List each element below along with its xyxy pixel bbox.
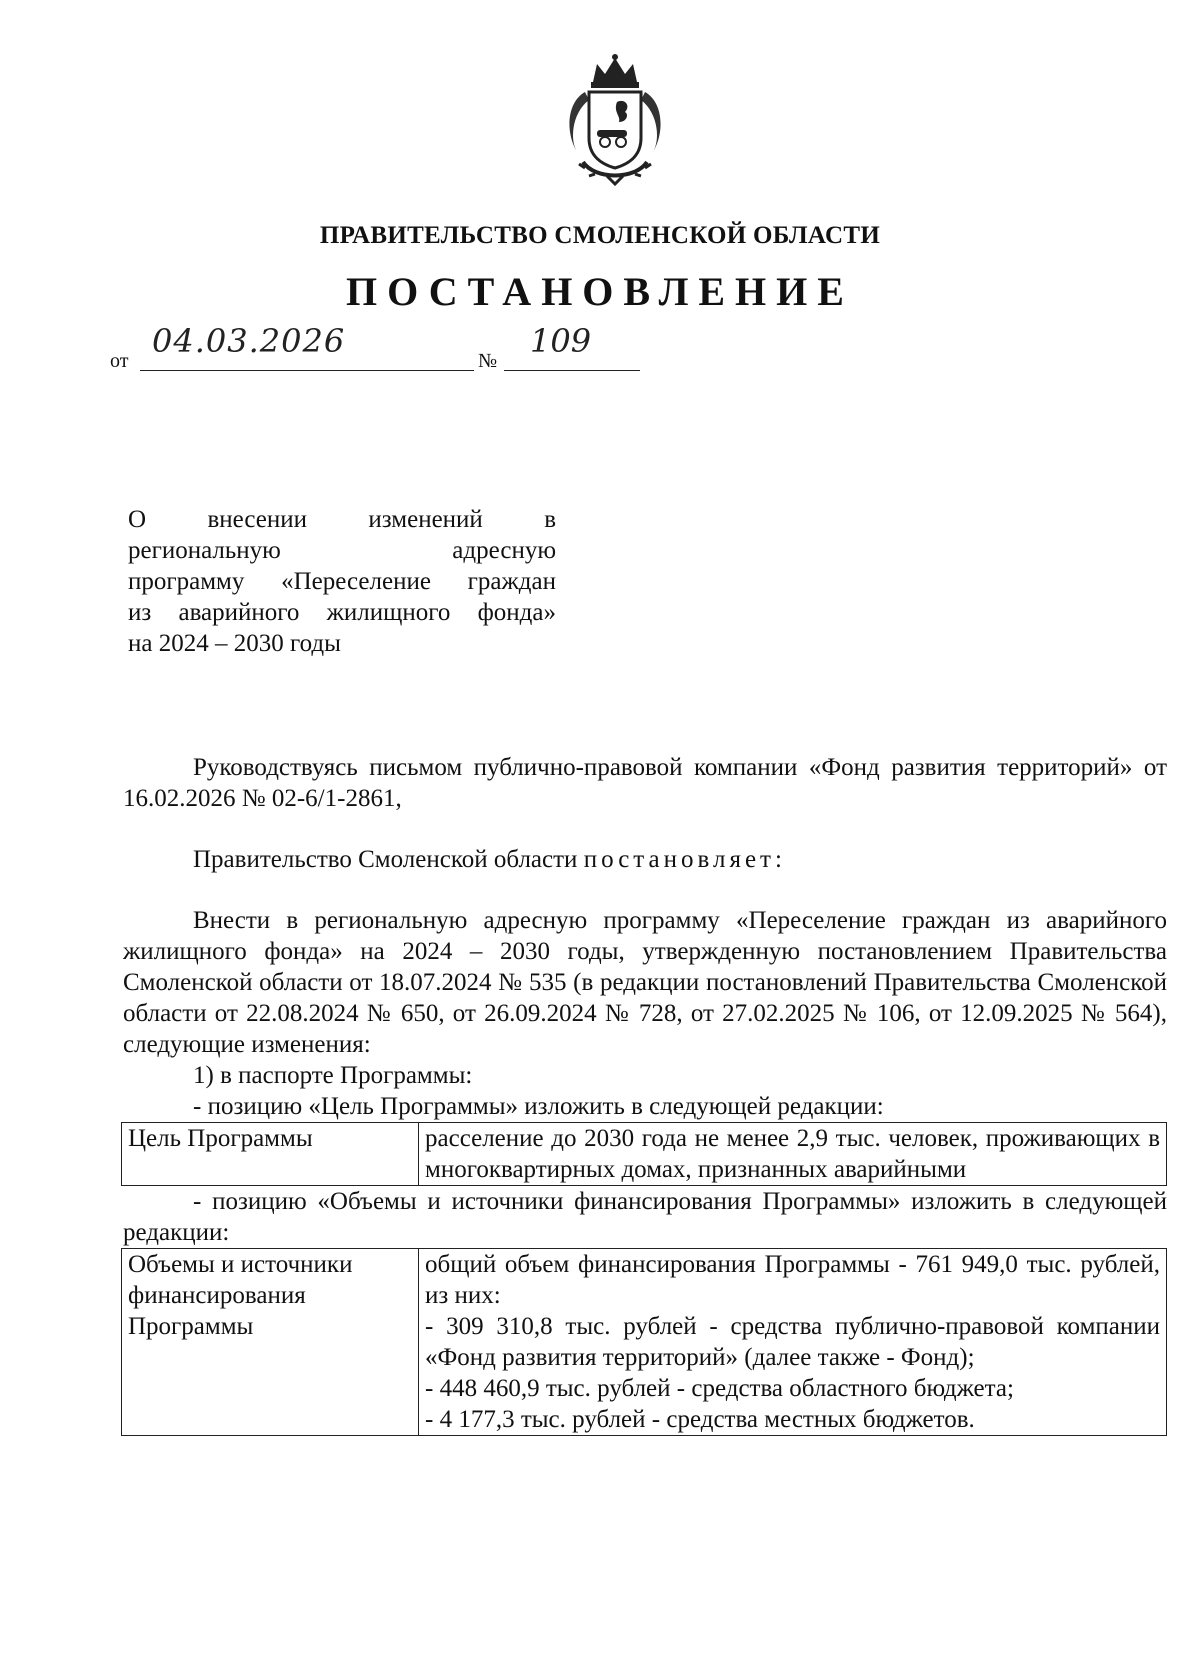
item-funding-intro: - позицию «Объемы и источники финансирования Программы» изложить в следующей редакции: — [123, 1188, 1167, 1246]
subject-line: О внесении изменений в — [128, 506, 556, 533]
resolution-paragraph — [123, 844, 1167, 875]
funding-line: общий объем финансирования Программы - 761 949,0 тыс. рублей, из них: — [425, 1251, 1160, 1309]
funding-line: - 309 310,8 тыс. рублей - средства публично-правовой компании «Фонд развития территорий» (далее также - Фонд); — [425, 1313, 1160, 1371]
handwritten-date: 04.03.2026 — [152, 322, 346, 360]
document-body — [123, 752, 1167, 1436]
table-cell-value — [419, 1249, 1167, 1436]
table-row — [122, 1123, 1167, 1186]
handwritten-number: 109 — [530, 322, 592, 360]
coat-of-arms-emblem — [555, 52, 675, 187]
date-underline — [140, 370, 474, 371]
resolution-subject: Правительство Смоленской области — [193, 846, 584, 873]
subject-line: на 2024 – 2030 годы — [128, 630, 341, 657]
table-cell-label: Цель Программы — [122, 1123, 419, 1186]
resolution-verb: постановляет: — [583, 846, 786, 873]
subject-line: программу «Переселение граждан — [128, 568, 556, 595]
document-type-title: ПОСТАНОВЛЕНИЕ — [346, 269, 854, 314]
preamble-paragraph: Руководствуясь письмом публично-правовой компании «Фонд развития территорий» от 16.02.2026 № 02-6/1-2861, — [123, 754, 1167, 812]
item-1-heading: 1) в паспорте Программы: — [193, 1062, 473, 1089]
number-prefix: № — [478, 350, 498, 372]
table-cell-value: расселение до 2030 года не менее 2,9 тыс. человек, проживающих в многоквартирных домах, признанных аварийными — [419, 1123, 1167, 1186]
table-cell-label: Объемы и источники финансирования Программы — [122, 1249, 419, 1436]
funding-line: - 4 177,3 тыс. рублей - средства местных бюджетов. — [425, 1406, 975, 1433]
subject-line: из аварийного жилищного фонда» — [128, 599, 556, 626]
date-prefix: от — [110, 350, 129, 372]
goal-table — [121, 1122, 1167, 1186]
number-underline — [504, 370, 640, 371]
amendment-paragraph: Внести в региональную адресную программу «Переселение граждан из аварийного жилищного фонда» на 2024 – 2030 годы, утвержденную постановлением Правительства Смоленской области от 18.07.2024 № 535 (в редакции постановлений Правительства Смоленской области от 22.08.2024 № 650, от 26.09.2024 № 728, от 27.02.2025 № 106, от 12.09.2025 № 564), следующие изменения: — [123, 907, 1167, 1058]
table-row — [122, 1249, 1167, 1436]
issuing-authority: ПРАВИТЕЛЬСТВО СМОЛЕНСКОЙ ОБЛАСТИ — [319, 222, 881, 249]
item-goal-intro: - позицию «Цель Программы» изложить в следующей редакции: — [193, 1093, 884, 1120]
date-number-line — [110, 322, 592, 374]
funding-table — [121, 1248, 1167, 1436]
funding-line: - 448 460,9 тыс. рублей - средства областного бюджета; — [425, 1375, 1014, 1402]
document-subject — [128, 504, 556, 659]
subject-line: региональную адресную — [128, 537, 556, 564]
